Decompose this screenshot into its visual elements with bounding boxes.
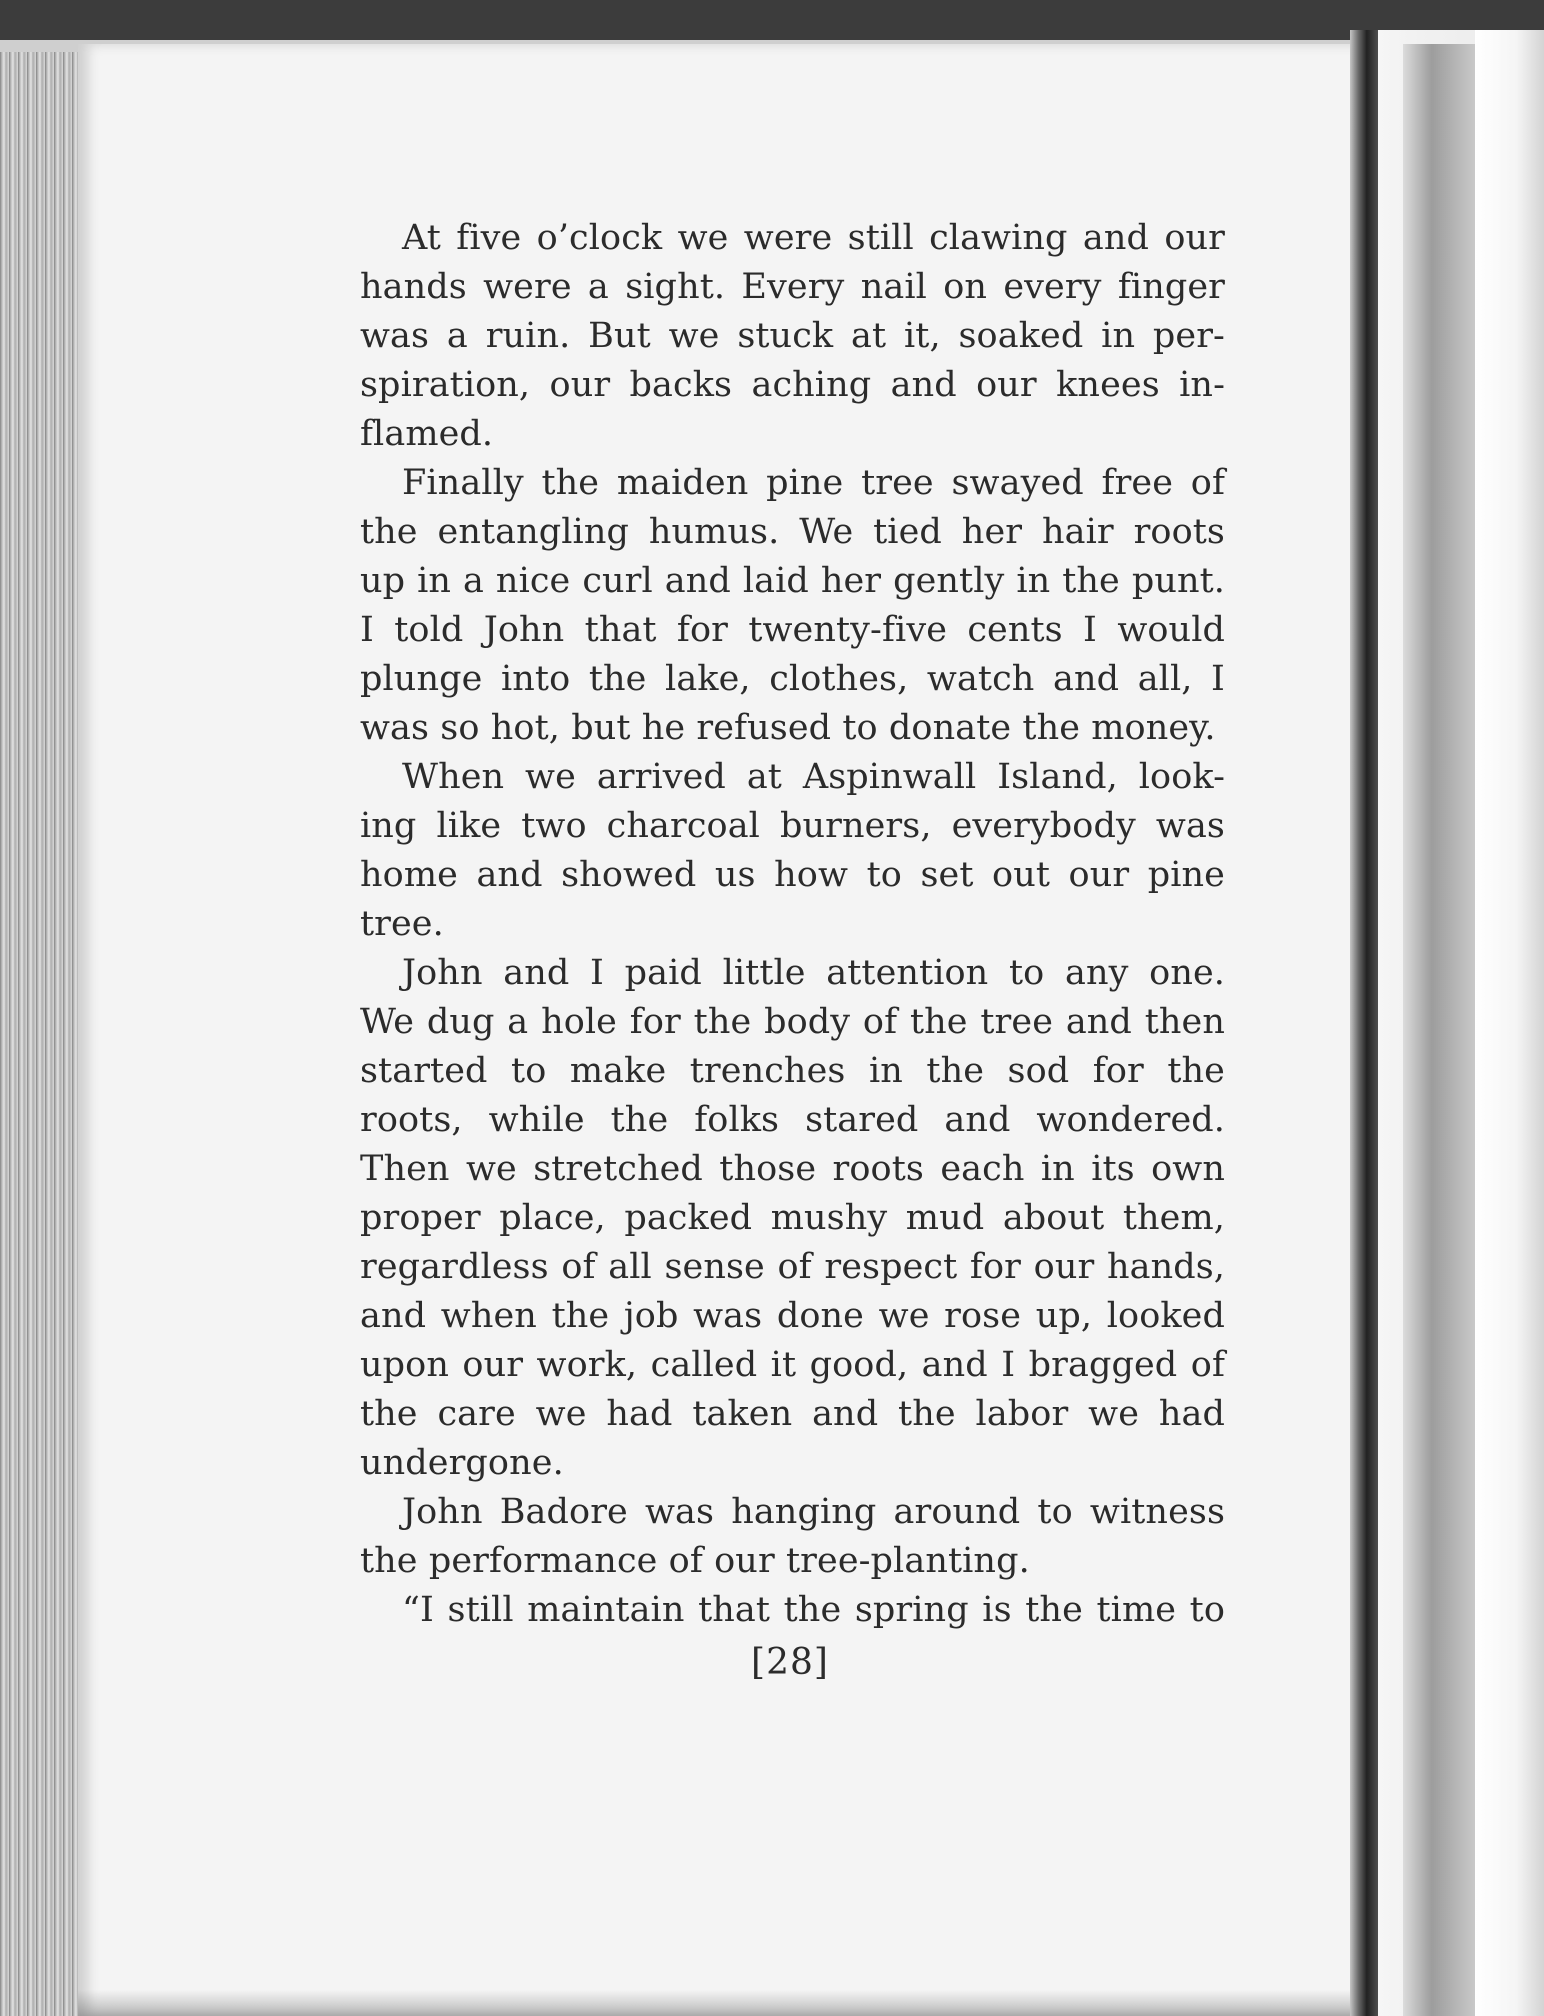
text-line: We dug a hole for the body of the tree and then — [360, 1002, 1225, 1042]
text-line: hands were a sight. Every nail on every finger — [360, 267, 1225, 307]
text-line: “I still maintain that the spring is the time to — [402, 1590, 1225, 1630]
text-line: spiration, our backs aching and our knees in- — [360, 365, 1225, 405]
text-line: undergone. — [360, 1443, 564, 1483]
text-line: was a ruin. But we stuck at it, soaked in per- — [360, 316, 1225, 356]
paragraph-6 — [360, 1586, 1225, 1635]
paragraph-3 — [360, 753, 1225, 949]
text-line: home and showed us how to set out our pine — [360, 855, 1225, 895]
text-line: the performance of our tree-planting. — [360, 1541, 1030, 1581]
text-line: roots, while the folks stared and wondered. — [360, 1100, 1225, 1140]
text-line: the care we had taken and the labor we had — [360, 1394, 1225, 1434]
text-line: When we arrived at Aspinwall Island, look- — [402, 757, 1225, 797]
text-line: the entangling humus. We tied her hair roots — [360, 512, 1225, 552]
next-page-shadow — [1403, 44, 1475, 2016]
text-line: regardless of all sense of respect for our hands, — [360, 1247, 1225, 1287]
text-line: Then we stretched those roots each in its own — [360, 1149, 1225, 1189]
text-line: upon our work, called it good, and I bragged of — [360, 1345, 1225, 1385]
text-line: up in a nice curl and laid her gently in the punt. — [360, 561, 1225, 601]
paragraph-5 — [360, 1488, 1225, 1586]
text-line: started to make trenches in the sod for the — [360, 1051, 1225, 1091]
binding-gutter — [1350, 30, 1378, 2016]
body-text — [360, 214, 1225, 1635]
text-line: proper place, packed mushy mud about them, — [360, 1198, 1225, 1238]
paragraph-4 — [360, 949, 1225, 1488]
text-line: and when the job was done we rose up, looked — [360, 1296, 1225, 1336]
text-line: I told John that for twenty-five cents I would — [360, 610, 1225, 650]
text-line: Finally the maiden pine tree swayed free of — [402, 463, 1225, 503]
text-line: plunge into the lake, clothes, watch and all, I — [360, 659, 1225, 699]
text-line: flamed. — [360, 414, 494, 454]
text-line: was so hot, but he refused to donate the money. — [360, 708, 1216, 748]
paragraph-2 — [360, 459, 1225, 753]
paragraph-1 — [360, 214, 1225, 459]
page-number: [28] — [751, 1642, 829, 1683]
text-line: John Badore was hanging around to witness — [402, 1492, 1225, 1532]
text-line: ing like two charcoal burners, everybody was — [360, 806, 1225, 846]
text-line: At five o’clock we were still clawing and our — [402, 218, 1225, 258]
right-page-strip — [1475, 30, 1544, 2016]
text-line: John and I paid little attention to any one. — [402, 953, 1225, 993]
text-line: tree. — [360, 904, 444, 944]
page-bottom-shadow — [78, 1990, 1398, 2016]
